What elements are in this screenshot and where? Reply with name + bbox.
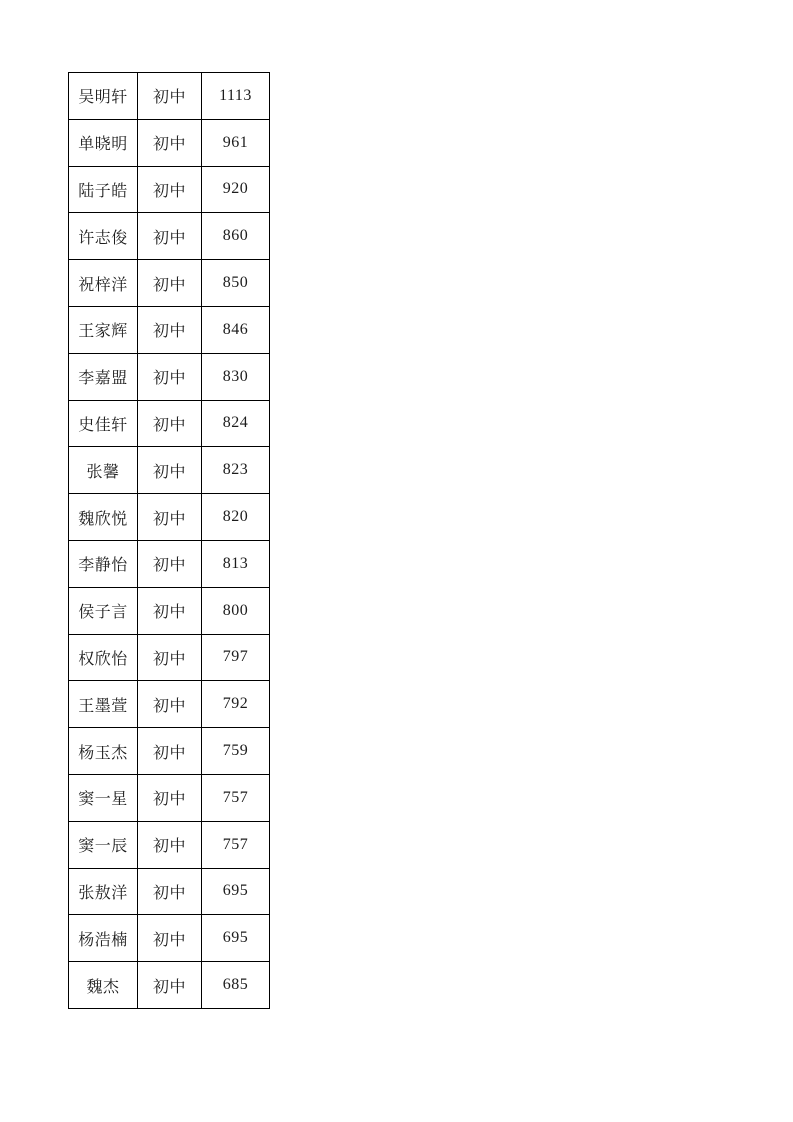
cell-name: 侯子言 [69,587,138,634]
cell-name: 张馨 [69,447,138,494]
cell-grade: 初中 [138,728,202,775]
cell-name: 史佳轩 [69,400,138,447]
cell-name: 魏欣悦 [69,494,138,541]
cell-grade: 初中 [138,681,202,728]
cell-name: 李嘉盟 [69,353,138,400]
cell-grade: 初中 [138,540,202,587]
cell-name: 窦一星 [69,774,138,821]
cell-name: 祝梓洋 [69,260,138,307]
cell-name: 李静怡 [69,540,138,587]
cell-grade: 初中 [138,400,202,447]
cell-score: 850 [202,260,270,307]
cell-score: 813 [202,540,270,587]
cell-name: 杨浩楠 [69,915,138,962]
table-row [69,821,270,868]
table-row [69,494,270,541]
table-row [69,447,270,494]
cell-name: 张敖洋 [69,868,138,915]
cell-name: 王家辉 [69,306,138,353]
cell-grade: 初中 [138,821,202,868]
cell-grade: 初中 [138,962,202,1009]
cell-grade: 初中 [138,213,202,260]
cell-score: 695 [202,915,270,962]
cell-name: 杨玉杰 [69,728,138,775]
table-row [69,634,270,681]
table-row [69,774,270,821]
cell-grade: 初中 [138,260,202,307]
cell-score: 695 [202,868,270,915]
cell-grade: 初中 [138,587,202,634]
cell-score: 792 [202,681,270,728]
table-row [69,119,270,166]
cell-score: 961 [202,119,270,166]
cell-score: 824 [202,400,270,447]
cell-score: 759 [202,728,270,775]
cell-name: 魏杰 [69,962,138,1009]
cell-score: 920 [202,166,270,213]
cell-name: 陆子皓 [69,166,138,213]
cell-score: 846 [202,306,270,353]
cell-score: 820 [202,494,270,541]
cell-grade: 初中 [138,774,202,821]
table-row [69,540,270,587]
cell-name: 窦一辰 [69,821,138,868]
cell-score: 797 [202,634,270,681]
table-row [69,915,270,962]
cell-score: 830 [202,353,270,400]
cell-score: 685 [202,962,270,1009]
cell-score: 800 [202,587,270,634]
cell-score: 757 [202,821,270,868]
score-table [68,72,270,1009]
cell-grade: 初中 [138,166,202,213]
cell-score: 1113 [202,73,270,120]
cell-grade: 初中 [138,634,202,681]
table-row [69,868,270,915]
table-row [69,306,270,353]
cell-name: 许志俊 [69,213,138,260]
cell-name: 吴明轩 [69,73,138,120]
table-row [69,728,270,775]
cell-name: 单晓明 [69,119,138,166]
table-row [69,353,270,400]
cell-score: 860 [202,213,270,260]
cell-grade: 初中 [138,119,202,166]
cell-score: 757 [202,774,270,821]
cell-name: 权欣怡 [69,634,138,681]
cell-grade: 初中 [138,353,202,400]
table-row [69,73,270,120]
cell-score: 823 [202,447,270,494]
table-row [69,400,270,447]
score-table-body [69,73,270,1009]
table-row [69,962,270,1009]
table-row [69,166,270,213]
table-row [69,260,270,307]
cell-grade: 初中 [138,868,202,915]
table-row [69,213,270,260]
cell-grade: 初中 [138,494,202,541]
cell-grade: 初中 [138,447,202,494]
cell-grade: 初中 [138,306,202,353]
table-row [69,587,270,634]
table-row [69,681,270,728]
cell-name: 王墨萱 [69,681,138,728]
cell-grade: 初中 [138,915,202,962]
cell-grade: 初中 [138,73,202,120]
